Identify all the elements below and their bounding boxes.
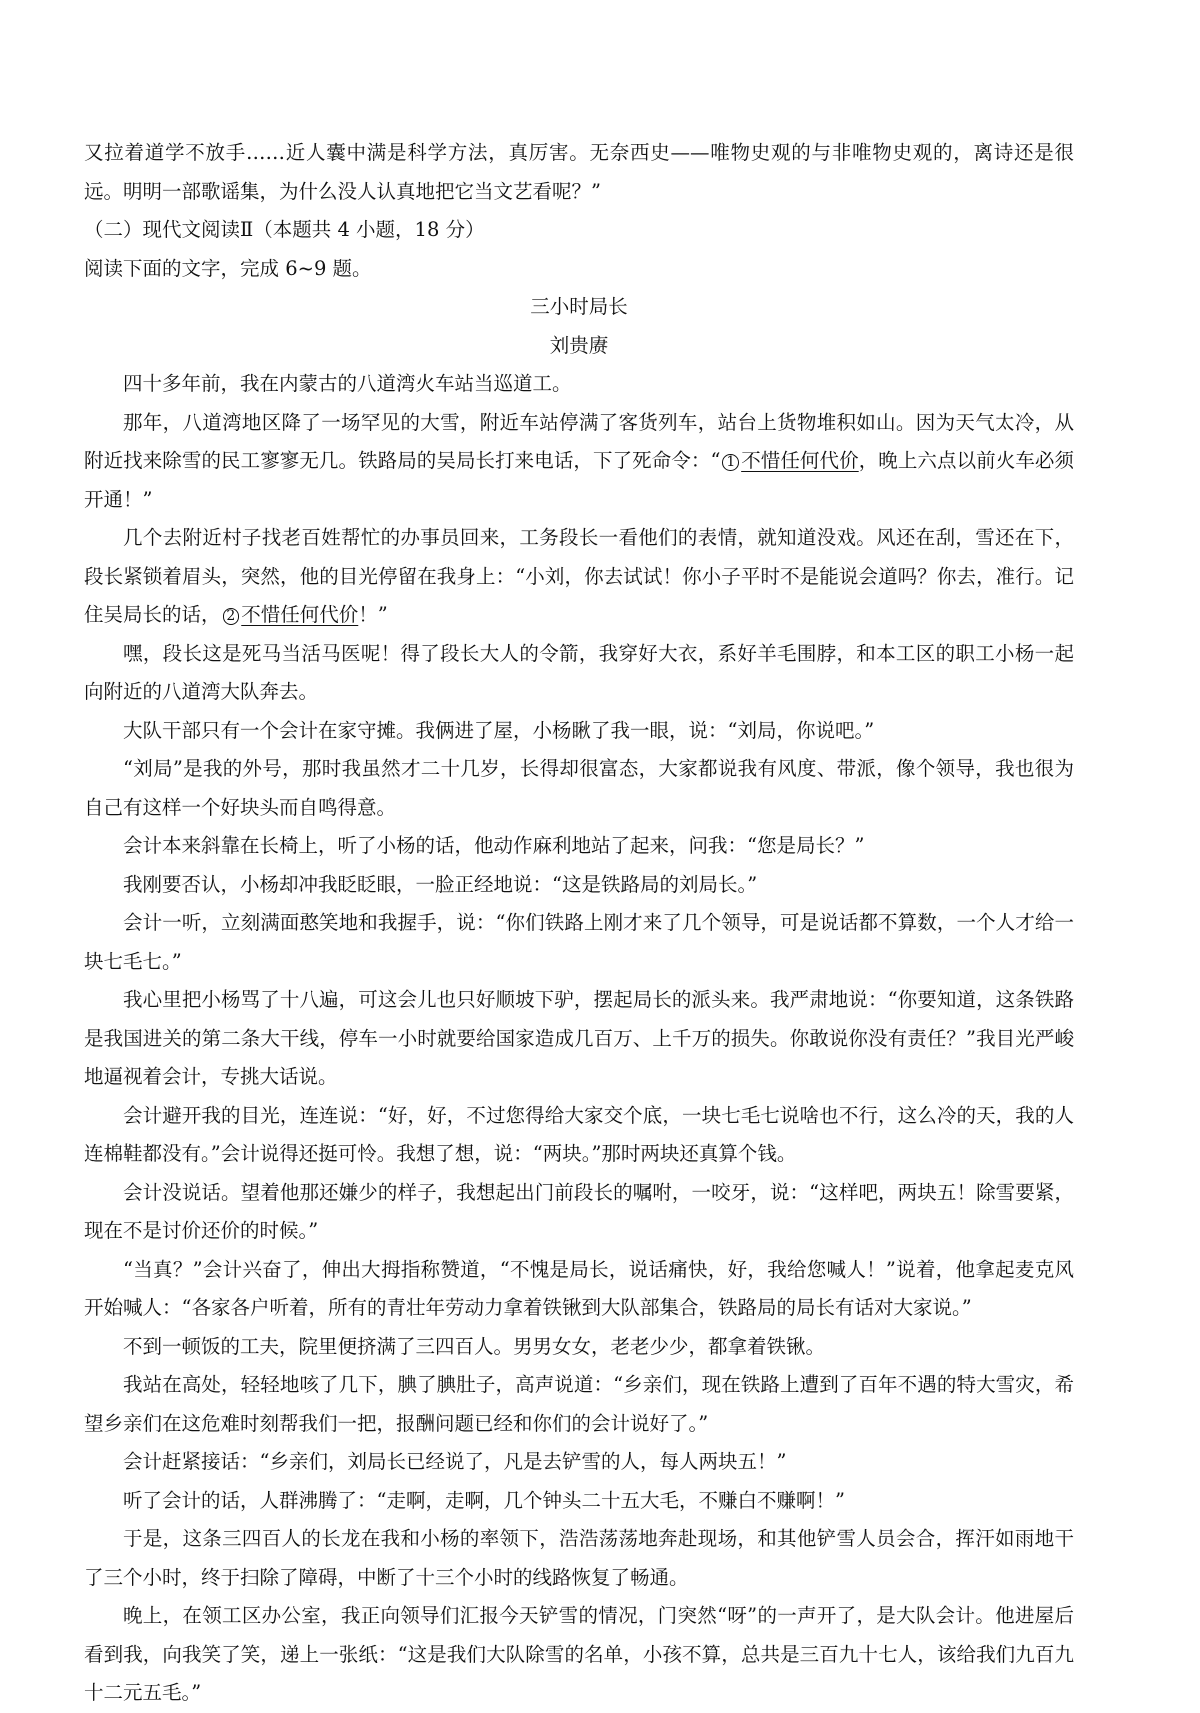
paragraph-text: ，晚上六点以前火车必须开通！” (84, 449, 1074, 511)
story-paragraph (84, 519, 1074, 635)
story-author: 刘贵赓 (549, 333, 609, 357)
story-paragraph: 听了会计的话，人群沸腾了：“走啊，走啊，几个钟头二十五大毛，不赚白不赚啊！” (123, 1488, 845, 1512)
paragraph-text: 几个去附近村子找老百姓帮忙的办事员回来，工务段长一看他们的表情，就知道没戏。风还在刮，雪还在下，段长紧锁着眉头，突然，他的目光停留在我身上：“小刘，你去试试！你小子平时不是能说会道吗？你去，准行。记住吴局长的话， (84, 526, 1074, 626)
story-paragraph: 晚上，在领工区办公室，我正向领导们汇报今天铲雪的情况，门突然“呀”的一声开了，是大队会计。他进屋后看到我，向我笑了笑，递上一张纸：“这是我们大队除雪的名单，小孩不算，总共是三百九十七人，该给我们九百九十二元五毛。” (84, 1604, 1074, 1704)
story-paragraph: 于是，这条三四百人的长龙在我和小杨的率领下，浩浩荡荡地奔赴现场，和其他铲雪人员会合，挥汗如雨地干了三个小时，终于扫除了障碍，中断了十三个小时的线路恢复了畅通。 (84, 1527, 1074, 1589)
story-paragraph: 我站在高处，轻轻地咳了几下，腆了腆肚子，高声说道：“乡亲们，现在铁路上遭到了百年不遇的特大雪灾，希望乡亲们在这危难时刻帮我们一把，报酬问题已经和你们的会计说好了。” (84, 1373, 1074, 1435)
story-paragraph: 四十多年前，我在内蒙古的八道湾火车站当巡道工。 (123, 372, 572, 395)
story-paragraph (84, 404, 1074, 520)
story-paragraph: 会计赶紧接话：“乡亲们，刘局长已经说了，凡是去铲雪的人，每人两块五！” (123, 1450, 787, 1473)
story-paragraph: “当真？”会计兴奋了，伸出大拇指称赞道，“不愧是局长，说话痛快，好，我给您喊人！”说着，他拿起麦克风开始喊人：“各家各户听着，所有的青壮年劳动力拿着铁锹到大队部集合，铁路局的局长有话对大家说。” (84, 1257, 1074, 1319)
section-heading: （二）现代文阅读Ⅱ（本题共 4 小题，18 分） (84, 218, 485, 241)
question-marker-2: 2 (223, 608, 240, 625)
story-title: 三小时局长 (530, 295, 628, 318)
story-paragraph: 嘿，段长这是死马当活马医呢！得了段长大人的令箭，我穿好大衣，系好羊毛围脖，和本工区的职工小杨一起向附近的八道湾大队奔去。 (84, 641, 1074, 703)
story-paragraph: 会计避开我的目光，连连说：“好，好，不过您得给大家交个底，一块七毛七说啥也不行，这么冷的天，我的人连棉鞋都没有。”会计说得还挺可怜。我想了想，说：“两块。”那时两块还真算个钱。 (84, 1103, 1074, 1165)
story-paragraph: “刘局”是我的外号，那时我虽然才二十几岁，长得却很富态，大家都说我有风度、带派，像个领导，我也很为自己有这样一个好块头而自鸣得意。 (84, 757, 1074, 819)
question-marker-1: 1 (722, 454, 739, 471)
story-paragraph: 大队干部只有一个会计在家守摊。我俩进了屋，小杨瞅了我一眼，说：“刘局，你说吧。” (123, 718, 875, 742)
story-header (84, 288, 1074, 365)
story-paragraph: 会计本来斜靠在长椅上，听了小杨的话，他动作麻利地站了起来，问我：“您是局长？” (123, 834, 865, 857)
section-instruction: 阅读下面的文字，完成 6~9 题。 (84, 256, 372, 280)
story-paragraph: 不到一顿饭的工夫，院里便挤满了三四百人。男男女女，老老少少，都拿着铁锹。 (123, 1334, 826, 1358)
story-paragraph: 我心里把小杨骂了十八遍，可这会儿也只好顺坡下驴，摆起局长的派头来。我严肃地说：“你要知道，这条铁路是我国进关的第二条大干线，停车一小时就要给国家造成几百万、上千万的损失。你敢说你没有责任？”我目光严峻地逼视着会计，专挑大话说。 (84, 988, 1074, 1088)
paragraph-text: ！” (358, 603, 388, 626)
underlined-phrase-2: 不惜任何代价 (241, 603, 359, 626)
story-paragraph: 会计一听，立刻满面憨笑地和我握手，说：“你们铁路上刚才来了几个领导，可是说话都不算数，一个人才给一块七毛七。” (84, 911, 1074, 973)
story-paragraph: 我刚要否认，小杨却冲我眨眨眼，一脸正经地说：“这是铁路局的刘局长。” (123, 872, 758, 896)
carryover-paragraph: 又拉着道学不放手……近人囊中满是科学方法，真厉害。无奈西史——唯物史观的与非唯物史观的，离诗还是很远。明明一部歌谣集，为什么没人认真地把它当文艺看呢？” (84, 141, 1074, 203)
underlined-phrase-1: 不惜任何代价 (741, 449, 859, 472)
paragraph-text: 那年，八道湾地区降了一场罕见的大雪，附近车站停满了客货列车，站台上货物堆积如山。因为天气太冷，从附近找来除雪的民工寥寥无几。铁路局的吴局长打来电话，下了死命令：“ (84, 410, 1074, 472)
story-paragraph: 会计没说话。望着他那还嫌少的样子，我想起出门前段长的嘱咐，一咬牙，说：“这样吧，两块五！除雪要紧，现在不是讨价还价的时候。” (84, 1180, 1074, 1242)
